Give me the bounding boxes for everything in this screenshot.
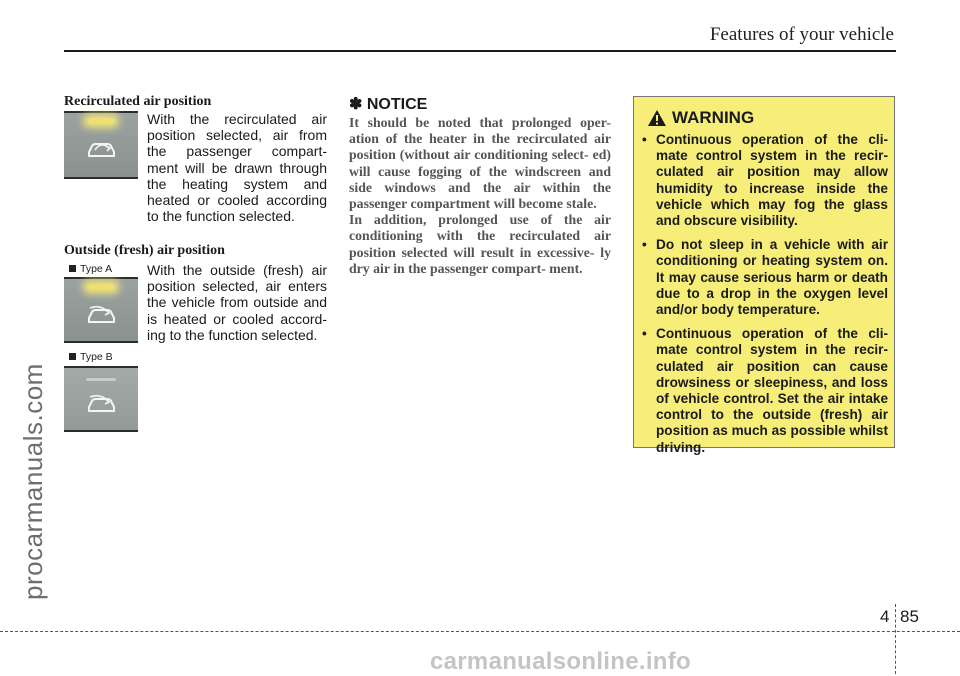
bullet-icon: • xyxy=(642,237,647,253)
type-b-label: Type B xyxy=(69,351,113,363)
indicator-light xyxy=(88,119,114,123)
header-divider xyxy=(64,50,896,52)
type-a-label: Type A xyxy=(69,263,112,275)
bullet-icon: • xyxy=(642,326,647,342)
fresh-air-car-icon xyxy=(86,392,118,416)
recirculated-button-image xyxy=(64,111,138,179)
warning-heading: WARNING xyxy=(672,108,755,127)
section-title: Features of your vehicle xyxy=(709,24,894,45)
notice-paragraph: In addition, prolonged use of the air conditioning with the recirculated air position selected will result in excessive- ly dry air in the passenger compart- ment. xyxy=(349,212,611,276)
warning-item: • Continuous operation of the cli- mate control system in the recir- culated air position may allow humidity to increase inside the vehicle which may fog the glass and obscure visibility. xyxy=(642,132,888,229)
bottom-watermark: carmanualsonline.info xyxy=(430,648,692,675)
footer-divider xyxy=(0,631,960,632)
outside-description: With the outside (fresh) air position selected, air enters the vehicle from outside and is heated or cooled accord- ing to the function selected. xyxy=(147,262,327,343)
notice-heading: ✽ NOTICE xyxy=(349,96,428,113)
square-bullet-icon xyxy=(69,353,76,360)
indicator-light-off xyxy=(86,378,116,381)
page-number-divider xyxy=(895,604,896,674)
warning-box xyxy=(633,96,895,455)
outside-heading: Outside (fresh) air position xyxy=(64,243,225,258)
warning-triangle-icon xyxy=(647,109,667,127)
notice-paragraph: It should be noted that prolonged oper- ation of the heater in the recirculated air position (without air conditioning select- ed) will cause fogging of the windscreen and side windows and the air within the passenger compartment will become stale. xyxy=(349,115,611,212)
warning-list xyxy=(634,132,896,464)
outside-button-type-a-image xyxy=(64,277,138,343)
indicator-light xyxy=(88,285,114,289)
recirculated-description: With the recirculated air position selected, air from the passenger compart- ment will be drawn through the heating system and heated or cooled according to the function selected. xyxy=(147,111,327,225)
notice-asterisk-icon: ✽ xyxy=(349,96,363,113)
recirculated-heading: Recirculated air position xyxy=(64,94,212,109)
warning-item: • Continuous operation of the cli- mate control system in the recir- culated air position can cause drowsiness or sleepiness, and loss of vehicle control. Set the air intake control to the outside (fresh) air position as much as possible whilst driving. xyxy=(642,326,888,455)
outside-button-type-b-image xyxy=(64,366,138,432)
fresh-air-car-icon xyxy=(86,303,118,327)
notice-body xyxy=(349,115,611,277)
warning-item: • Do not sleep in a vehicle with air conditioning or heating system on. It may cause serious harm or death due to a drop in the oxygen level and/or body temperature. xyxy=(642,237,888,318)
chapter-number: 4 xyxy=(880,607,890,626)
square-bullet-icon xyxy=(69,265,76,272)
recirculation-car-icon xyxy=(86,137,118,161)
side-watermark: procarmanuals.com xyxy=(18,363,48,600)
page-number: 85 xyxy=(900,607,919,626)
bullet-icon: • xyxy=(642,132,647,147)
